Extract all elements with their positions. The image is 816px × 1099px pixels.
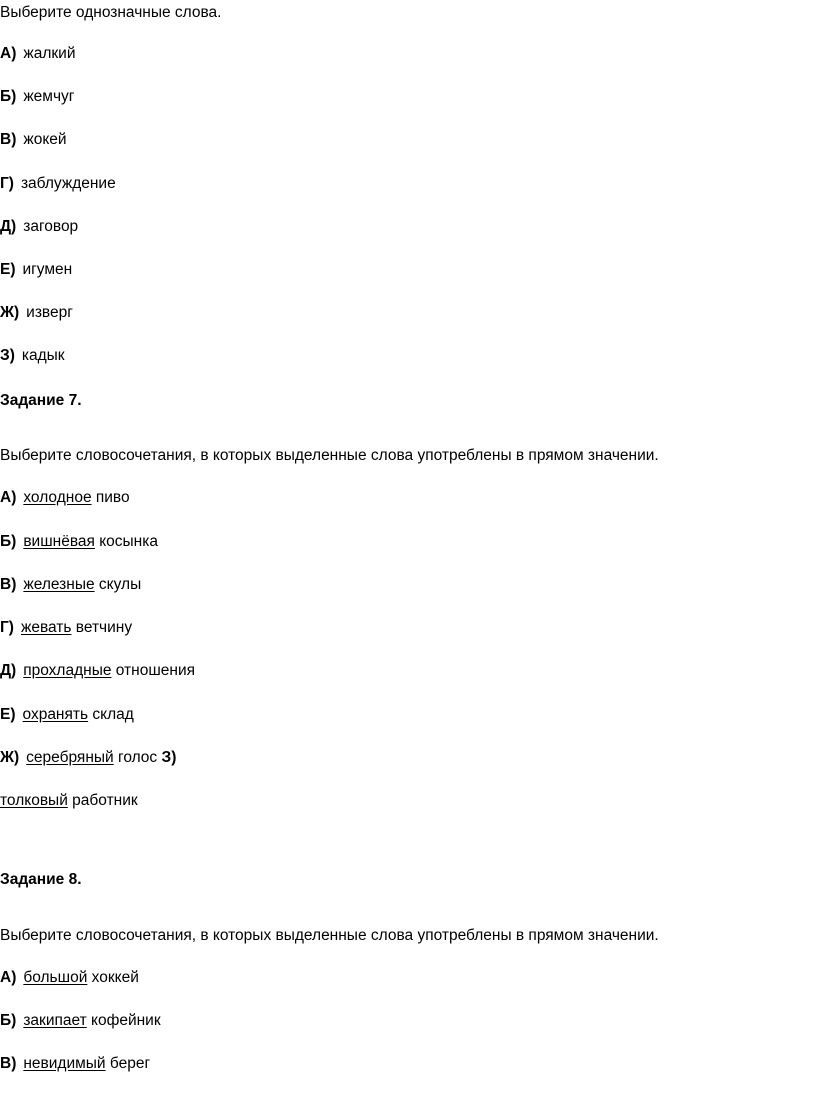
option-rest: ветчину <box>75 619 133 636</box>
highlighted-word: невидимый <box>23 1055 106 1072</box>
option-rest: отношения <box>115 662 196 679</box>
intro-option-a <box>0 44 76 64</box>
option-rest: берег <box>109 1055 151 1072</box>
highlighted-word: закипает <box>23 1012 87 1029</box>
option-rest: работник <box>72 792 138 809</box>
option-label: Е) <box>0 706 16 723</box>
option-label: Б) <box>0 1012 17 1029</box>
task7-option-g <box>0 618 132 638</box>
option-rest: голос <box>118 749 158 766</box>
task7-option-e <box>0 705 134 725</box>
task8-title: Задание 8. <box>0 871 82 888</box>
option-label: А) <box>0 969 17 986</box>
task7-title: Задание 7. <box>0 392 82 409</box>
task8-option-a <box>0 968 139 988</box>
option-text: заговор <box>23 218 79 235</box>
task8-question: Выберите словосочетания, в которых выделенные слова употреблены в прямом значении. <box>0 927 659 944</box>
option-text: жокей <box>23 131 67 148</box>
option-rest: хоккей <box>91 969 139 986</box>
highlighted-word: большой <box>23 969 88 986</box>
option-label: В) <box>0 576 17 593</box>
option-label: Б) <box>0 88 17 105</box>
highlighted-word: вишнёвая <box>23 533 95 550</box>
option-label: А) <box>0 45 17 62</box>
option-label: З) <box>0 347 15 364</box>
highlighted-word: охранять <box>22 706 89 723</box>
option-text: жемчуг <box>23 88 75 105</box>
highlighted-word: холодное <box>23 489 92 506</box>
option-label: З) <box>161 749 177 766</box>
option-rest: косынка <box>99 533 158 550</box>
task7-option-z <box>0 791 138 811</box>
option-text: жалкий <box>23 45 76 62</box>
task7-option-b <box>0 532 158 552</box>
option-rest: склад <box>92 706 134 723</box>
task8-option-v <box>0 1054 150 1074</box>
task7-option-v <box>0 575 141 595</box>
option-text: заблуждение <box>20 175 116 192</box>
option-label: Б) <box>0 533 17 550</box>
option-rest: кофейник <box>91 1012 161 1029</box>
option-text: изверг <box>26 304 73 321</box>
option-rest: скулы <box>98 576 142 593</box>
intro-option-zh <box>0 303 73 323</box>
highlighted-word: серебряный <box>26 749 114 766</box>
option-label: Ж) <box>0 304 20 321</box>
option-label: Г) <box>0 619 14 636</box>
task7-option-a <box>0 488 130 508</box>
option-label: Е) <box>0 261 16 278</box>
task7-option-zh <box>0 748 176 768</box>
option-label: Д) <box>0 662 17 679</box>
task8-option-b <box>0 1011 161 1031</box>
intro-option-e <box>0 260 72 280</box>
option-text: кадык <box>21 347 65 364</box>
intro-option-b <box>0 87 74 107</box>
intro-question: Выберите однозначные слова. <box>0 4 222 21</box>
highlighted-word: толковый <box>0 792 68 809</box>
highlighted-word: жевать <box>20 619 72 636</box>
option-label: А) <box>0 489 17 506</box>
task7-option-d <box>0 661 195 681</box>
option-label: В) <box>0 1055 17 1072</box>
option-text: игумен <box>22 261 73 278</box>
option-label: В) <box>0 131 17 148</box>
intro-option-d <box>0 217 78 237</box>
highlighted-word: железные <box>23 576 95 593</box>
option-label: Ж) <box>0 749 20 766</box>
option-label: Г) <box>0 175 14 192</box>
task7-question: Выберите словосочетания, в которых выделенные слова употреблены в прямом значении. <box>0 447 659 464</box>
intro-option-v <box>0 130 67 150</box>
highlighted-word: прохладные <box>23 662 112 679</box>
option-label: Д) <box>0 218 17 235</box>
intro-option-g <box>0 174 116 194</box>
option-rest: пиво <box>95 489 130 506</box>
intro-option-z <box>0 346 65 366</box>
